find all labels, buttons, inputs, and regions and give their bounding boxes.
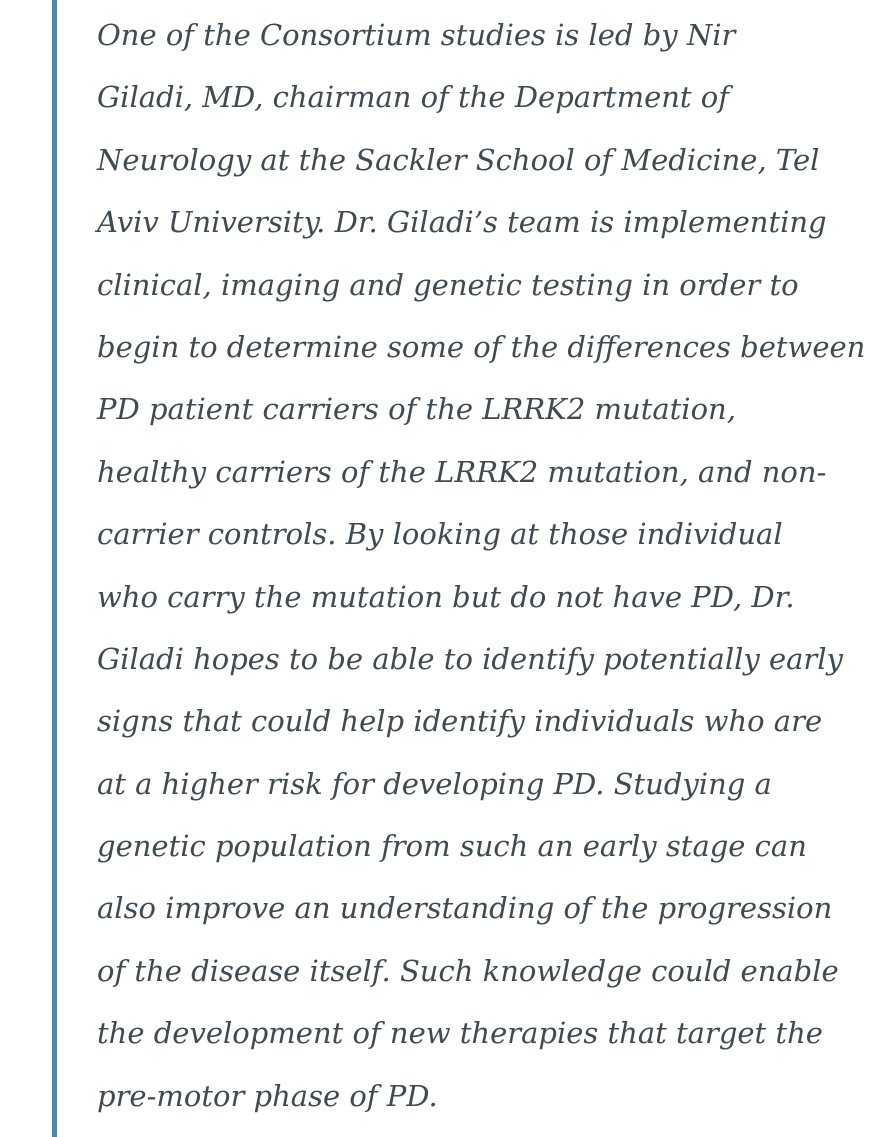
quote-line: carrier controls. By looking at those individual: [97, 517, 783, 552]
blockquote: [97, 4, 867, 1127]
quote-line: who carry the mutation but do not have PD, Dr.: [97, 579, 795, 614]
quote-line: the development of new therapies that target the: [97, 1016, 823, 1051]
quote-line: pre-motor phase of PD.: [97, 1078, 438, 1113]
blockquote-accent-bar: [52, 0, 57, 1137]
quote-line: begin to determine some of the differences between: [97, 329, 866, 364]
quote-line: One of the Consortium studies is led by Nir: [97, 18, 736, 52]
quote-line: Aviv University. Dr. Giladi’s team is implementing: [97, 205, 827, 240]
quote-line: Giladi hopes to be able to identify potentially early: [97, 641, 843, 676]
quote-line: signs that could help identify individuals who are: [97, 704, 823, 739]
quote-line: genetic population from such an early stage can: [97, 829, 807, 864]
quote-line: also improve an understanding of the progression: [97, 891, 833, 926]
quote-line: healthy carriers of the LRRK2 mutation, and non-: [97, 454, 827, 489]
quote-line: clinical, imaging and genetic testing in order to: [97, 267, 799, 302]
quote-line: at a higher risk for developing PD. Studying a: [97, 766, 772, 801]
quote-line: PD patient carriers of the LRRK2 mutation,: [97, 392, 736, 427]
quote-line: of the disease itself. Such knowledge could enable: [97, 953, 839, 988]
quote-line: Neurology at the Sackler School of Medicine, Tel: [97, 142, 820, 177]
quote-line: Giladi, MD, chairman of the Department of: [97, 80, 729, 115]
